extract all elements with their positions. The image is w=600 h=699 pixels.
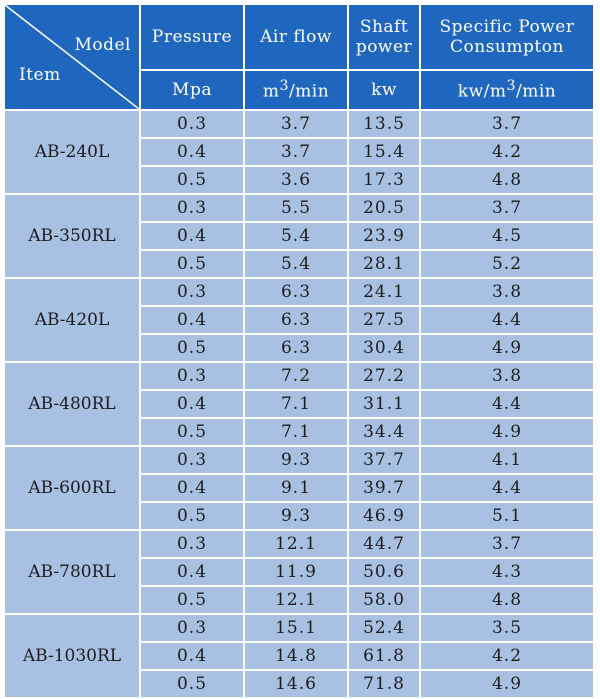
shaft-power-cell: 44.7: [348, 530, 420, 558]
model-name-cell: AB-780RL: [4, 530, 140, 614]
specific-power-cell: 3.7: [420, 110, 594, 138]
specific-power-unit-rest: /min: [515, 81, 557, 102]
air-flow-unit: [244, 70, 348, 110]
specific-power-cell: 3.5: [420, 614, 594, 642]
table-header: [4, 4, 594, 110]
specific-power-cell: 4.3: [420, 558, 594, 586]
shaft-power-header-line1: Shaft: [359, 17, 409, 37]
specific-power-cell: 3.7: [420, 194, 594, 222]
shaft-power-cell: 27.2: [348, 362, 420, 390]
compressor-spec-table: [3, 3, 595, 699]
specific-power-unit-sup: 3: [506, 78, 516, 95]
air-flow-cell: 6.3: [244, 334, 348, 362]
shaft-power-header: [348, 4, 420, 70]
shaft-power-cell: 50.6: [348, 558, 420, 586]
diagonal-divider: [5, 5, 139, 109]
table-body: [4, 110, 594, 698]
pressure-cell: 0.3: [140, 530, 244, 558]
specific-power-header-line2: Consumpton: [450, 37, 564, 57]
air-flow-cell: 7.2: [244, 362, 348, 390]
table-row: [4, 530, 594, 558]
shaft-power-cell: 31.1: [348, 390, 420, 418]
model-name-cell: AB-350RL: [4, 194, 140, 278]
air-flow-cell: 5.5: [244, 194, 348, 222]
model-label: Model: [74, 35, 131, 55]
specific-power-cell: 4.2: [420, 642, 594, 670]
pressure-cell: 0.4: [140, 474, 244, 502]
pressure-cell: 0.5: [140, 586, 244, 614]
air-flow-cell: 5.4: [244, 222, 348, 250]
specific-power-cell: 4.8: [420, 166, 594, 194]
air-flow-cell: 15.1: [244, 614, 348, 642]
shaft-power-cell: 46.9: [348, 502, 420, 530]
model-name-cell: AB-240L: [4, 110, 140, 194]
pressure-cell: 0.4: [140, 558, 244, 586]
model-name-cell: AB-420L: [4, 278, 140, 362]
shaft-power-cell: 30.4: [348, 334, 420, 362]
shaft-power-cell: 15.4: [348, 138, 420, 166]
pressure-cell: 0.4: [140, 138, 244, 166]
pressure-cell: 0.4: [140, 390, 244, 418]
pressure-cell: 0.3: [140, 194, 244, 222]
pressure-cell: 0.4: [140, 222, 244, 250]
air-flow-cell: 12.1: [244, 586, 348, 614]
shaft-power-cell: 28.1: [348, 250, 420, 278]
table-row: [4, 278, 594, 306]
specific-power-cell: 4.2: [420, 138, 594, 166]
item-label: Item: [19, 65, 61, 85]
pressure-cell: 0.4: [140, 642, 244, 670]
shaft-power-cell: 58.0: [348, 586, 420, 614]
air-flow-cell: 3.7: [244, 138, 348, 166]
air-flow-cell: 6.3: [244, 306, 348, 334]
specific-power-cell: 5.2: [420, 250, 594, 278]
shaft-power-cell: 17.3: [348, 166, 420, 194]
pressure-cell: 0.5: [140, 418, 244, 446]
pressure-cell: 0.3: [140, 614, 244, 642]
pressure-cell: 0.5: [140, 670, 244, 698]
shaft-power-cell: 71.8: [348, 670, 420, 698]
shaft-power-unit: kw: [348, 70, 420, 110]
specific-power-header-line1: Specific Power: [439, 17, 575, 37]
specific-power-cell: 4.4: [420, 390, 594, 418]
specific-power-cell: 4.5: [420, 222, 594, 250]
specific-power-unit: [420, 70, 594, 110]
pressure-cell: 0.3: [140, 278, 244, 306]
specific-power-unit-base: kw/m: [457, 81, 507, 102]
specific-power-cell: 4.9: [420, 334, 594, 362]
air-flow-cell: 9.1: [244, 474, 348, 502]
pressure-cell: 0.3: [140, 446, 244, 474]
specific-power-cell: 3.7: [420, 530, 594, 558]
shaft-power-cell: 23.9: [348, 222, 420, 250]
specific-power-header: [420, 4, 594, 70]
air-flow-header: Air flow: [244, 4, 348, 70]
air-flow-unit-base: m: [262, 81, 280, 102]
shaft-power-cell: 52.4: [348, 614, 420, 642]
pressure-cell: 0.5: [140, 166, 244, 194]
air-flow-cell: 7.1: [244, 390, 348, 418]
air-flow-cell: 3.6: [244, 166, 348, 194]
specific-power-cell: 4.4: [420, 306, 594, 334]
specific-power-cell: 3.8: [420, 278, 594, 306]
table-row: [4, 362, 594, 390]
specific-power-cell: 4.4: [420, 474, 594, 502]
model-item-corner-header: [4, 4, 140, 110]
model-name-cell: AB-1030RL: [4, 614, 140, 698]
air-flow-unit-rest: /min: [288, 81, 330, 102]
pressure-cell: 0.5: [140, 250, 244, 278]
shaft-power-cell: 27.5: [348, 306, 420, 334]
air-flow-cell: 12.1: [244, 530, 348, 558]
table-row: [4, 194, 594, 222]
air-flow-cell: 6.3: [244, 278, 348, 306]
table-row: [4, 614, 594, 642]
table-row: [4, 446, 594, 474]
air-flow-cell: 9.3: [244, 446, 348, 474]
shaft-power-cell: 61.8: [348, 642, 420, 670]
air-flow-cell: 9.3: [244, 502, 348, 530]
specific-power-cell: 4.1: [420, 446, 594, 474]
air-flow-cell: 14.6: [244, 670, 348, 698]
model-name-cell: AB-480RL: [4, 362, 140, 446]
air-flow-cell: 7.1: [244, 418, 348, 446]
air-flow-cell: 3.7: [244, 110, 348, 138]
model-name-cell: AB-600RL: [4, 446, 140, 530]
pressure-cell: 0.4: [140, 306, 244, 334]
air-flow-cell: 11.9: [244, 558, 348, 586]
specific-power-cell: 4.9: [420, 670, 594, 698]
specific-power-cell: 4.9: [420, 418, 594, 446]
pressure-cell: 0.5: [140, 334, 244, 362]
shaft-power-header-line2: power: [355, 37, 413, 57]
specific-power-cell: 5.1: [420, 502, 594, 530]
pressure-unit: Mpa: [140, 70, 244, 110]
header-row-titles: [4, 4, 594, 70]
pressure-cell: 0.3: [140, 362, 244, 390]
pressure-cell: 0.5: [140, 502, 244, 530]
air-flow-cell: 5.4: [244, 250, 348, 278]
specific-power-cell: 4.8: [420, 586, 594, 614]
shaft-power-cell: 24.1: [348, 278, 420, 306]
table-row: [4, 110, 594, 138]
shaft-power-cell: 39.7: [348, 474, 420, 502]
shaft-power-cell: 34.4: [348, 418, 420, 446]
air-flow-cell: 14.8: [244, 642, 348, 670]
shaft-power-cell: 20.5: [348, 194, 420, 222]
air-flow-unit-sup: 3: [279, 78, 289, 95]
specific-power-cell: 3.8: [420, 362, 594, 390]
pressure-cell: 0.3: [140, 110, 244, 138]
pressure-header: Pressure: [140, 4, 244, 70]
shaft-power-cell: 13.5: [348, 110, 420, 138]
spec-table-container: [3, 3, 593, 699]
shaft-power-cell: 37.7: [348, 446, 420, 474]
